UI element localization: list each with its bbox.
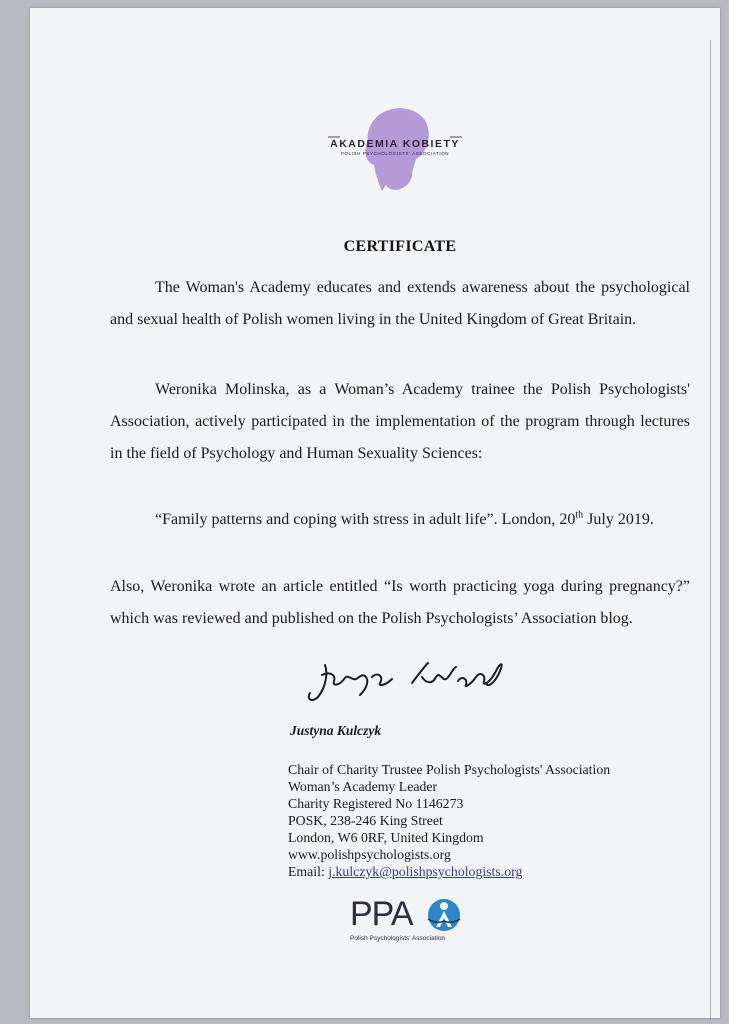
signer-name: Justyna Kulczyk [290, 723, 382, 738]
email-link[interactable]: j.kulczyk@polishpsychologists.org [328, 864, 523, 879]
contact-email-row [288, 863, 610, 880]
email-label: Email: [288, 864, 329, 879]
handwritten-signature [300, 653, 540, 713]
contact-block [288, 761, 610, 880]
participation-paragraph: Weronika Molinska, as a Woman’s Academy trainee the Polish Psychologists' Association, actively participated in the implementation of the program through lectures in the field of Psychology and Human Sexuality Sciences: [110, 381, 690, 462]
lecture-date-suffix: th [575, 509, 584, 521]
akademia-kobiety-logo [320, 103, 470, 193]
article-paragraph: Also, Weronika wrote an article entitled “Is worth practicing yoga during pregnancy?” which was reviewed and published on the Polish Psychologists’ Association blog. [110, 578, 690, 627]
contact-address-2: London, W6 0RF, United Kingdom [288, 830, 484, 845]
ppa-logo [348, 895, 478, 950]
intro-paragraph: The Woman's Academy educates and extends awareness about the psychological and sexual health of Polish women living in the United Kingdom of Great Britain. [110, 279, 690, 328]
contact-address-1: POSK, 238-246 King Street [288, 813, 443, 828]
ppa-full-name: Polish Psychologists' Association [350, 935, 446, 942]
lecture-text: “Family patterns and coping with stress in adult life”. London, 20 [155, 511, 576, 528]
logo-subtitle: POLISH PSYCHOLOGISTS' ASSOCIATION [340, 151, 450, 156]
certificate-title: CERTIFICATE [343, 238, 457, 255]
contact-website: www.polishpsychologists.org [288, 847, 451, 862]
ppa-acronym: PPA [350, 895, 413, 933]
lecture-paragraph [155, 504, 690, 536]
logo-name: AKADEMIA KOBIETY [330, 138, 460, 150]
contact-leader: Woman’s Academy Leader [288, 779, 438, 794]
ppa-figure-icon [426, 897, 462, 935]
certificate-page [30, 8, 720, 1018]
page-edge [710, 40, 711, 1020]
contact-role: Chair of Charity Trustee Polish Psychologists' Association [288, 762, 611, 777]
contact-charity: Charity Registered No 1146273 [288, 796, 464, 811]
lecture-date-end: July 2019. [583, 511, 654, 528]
